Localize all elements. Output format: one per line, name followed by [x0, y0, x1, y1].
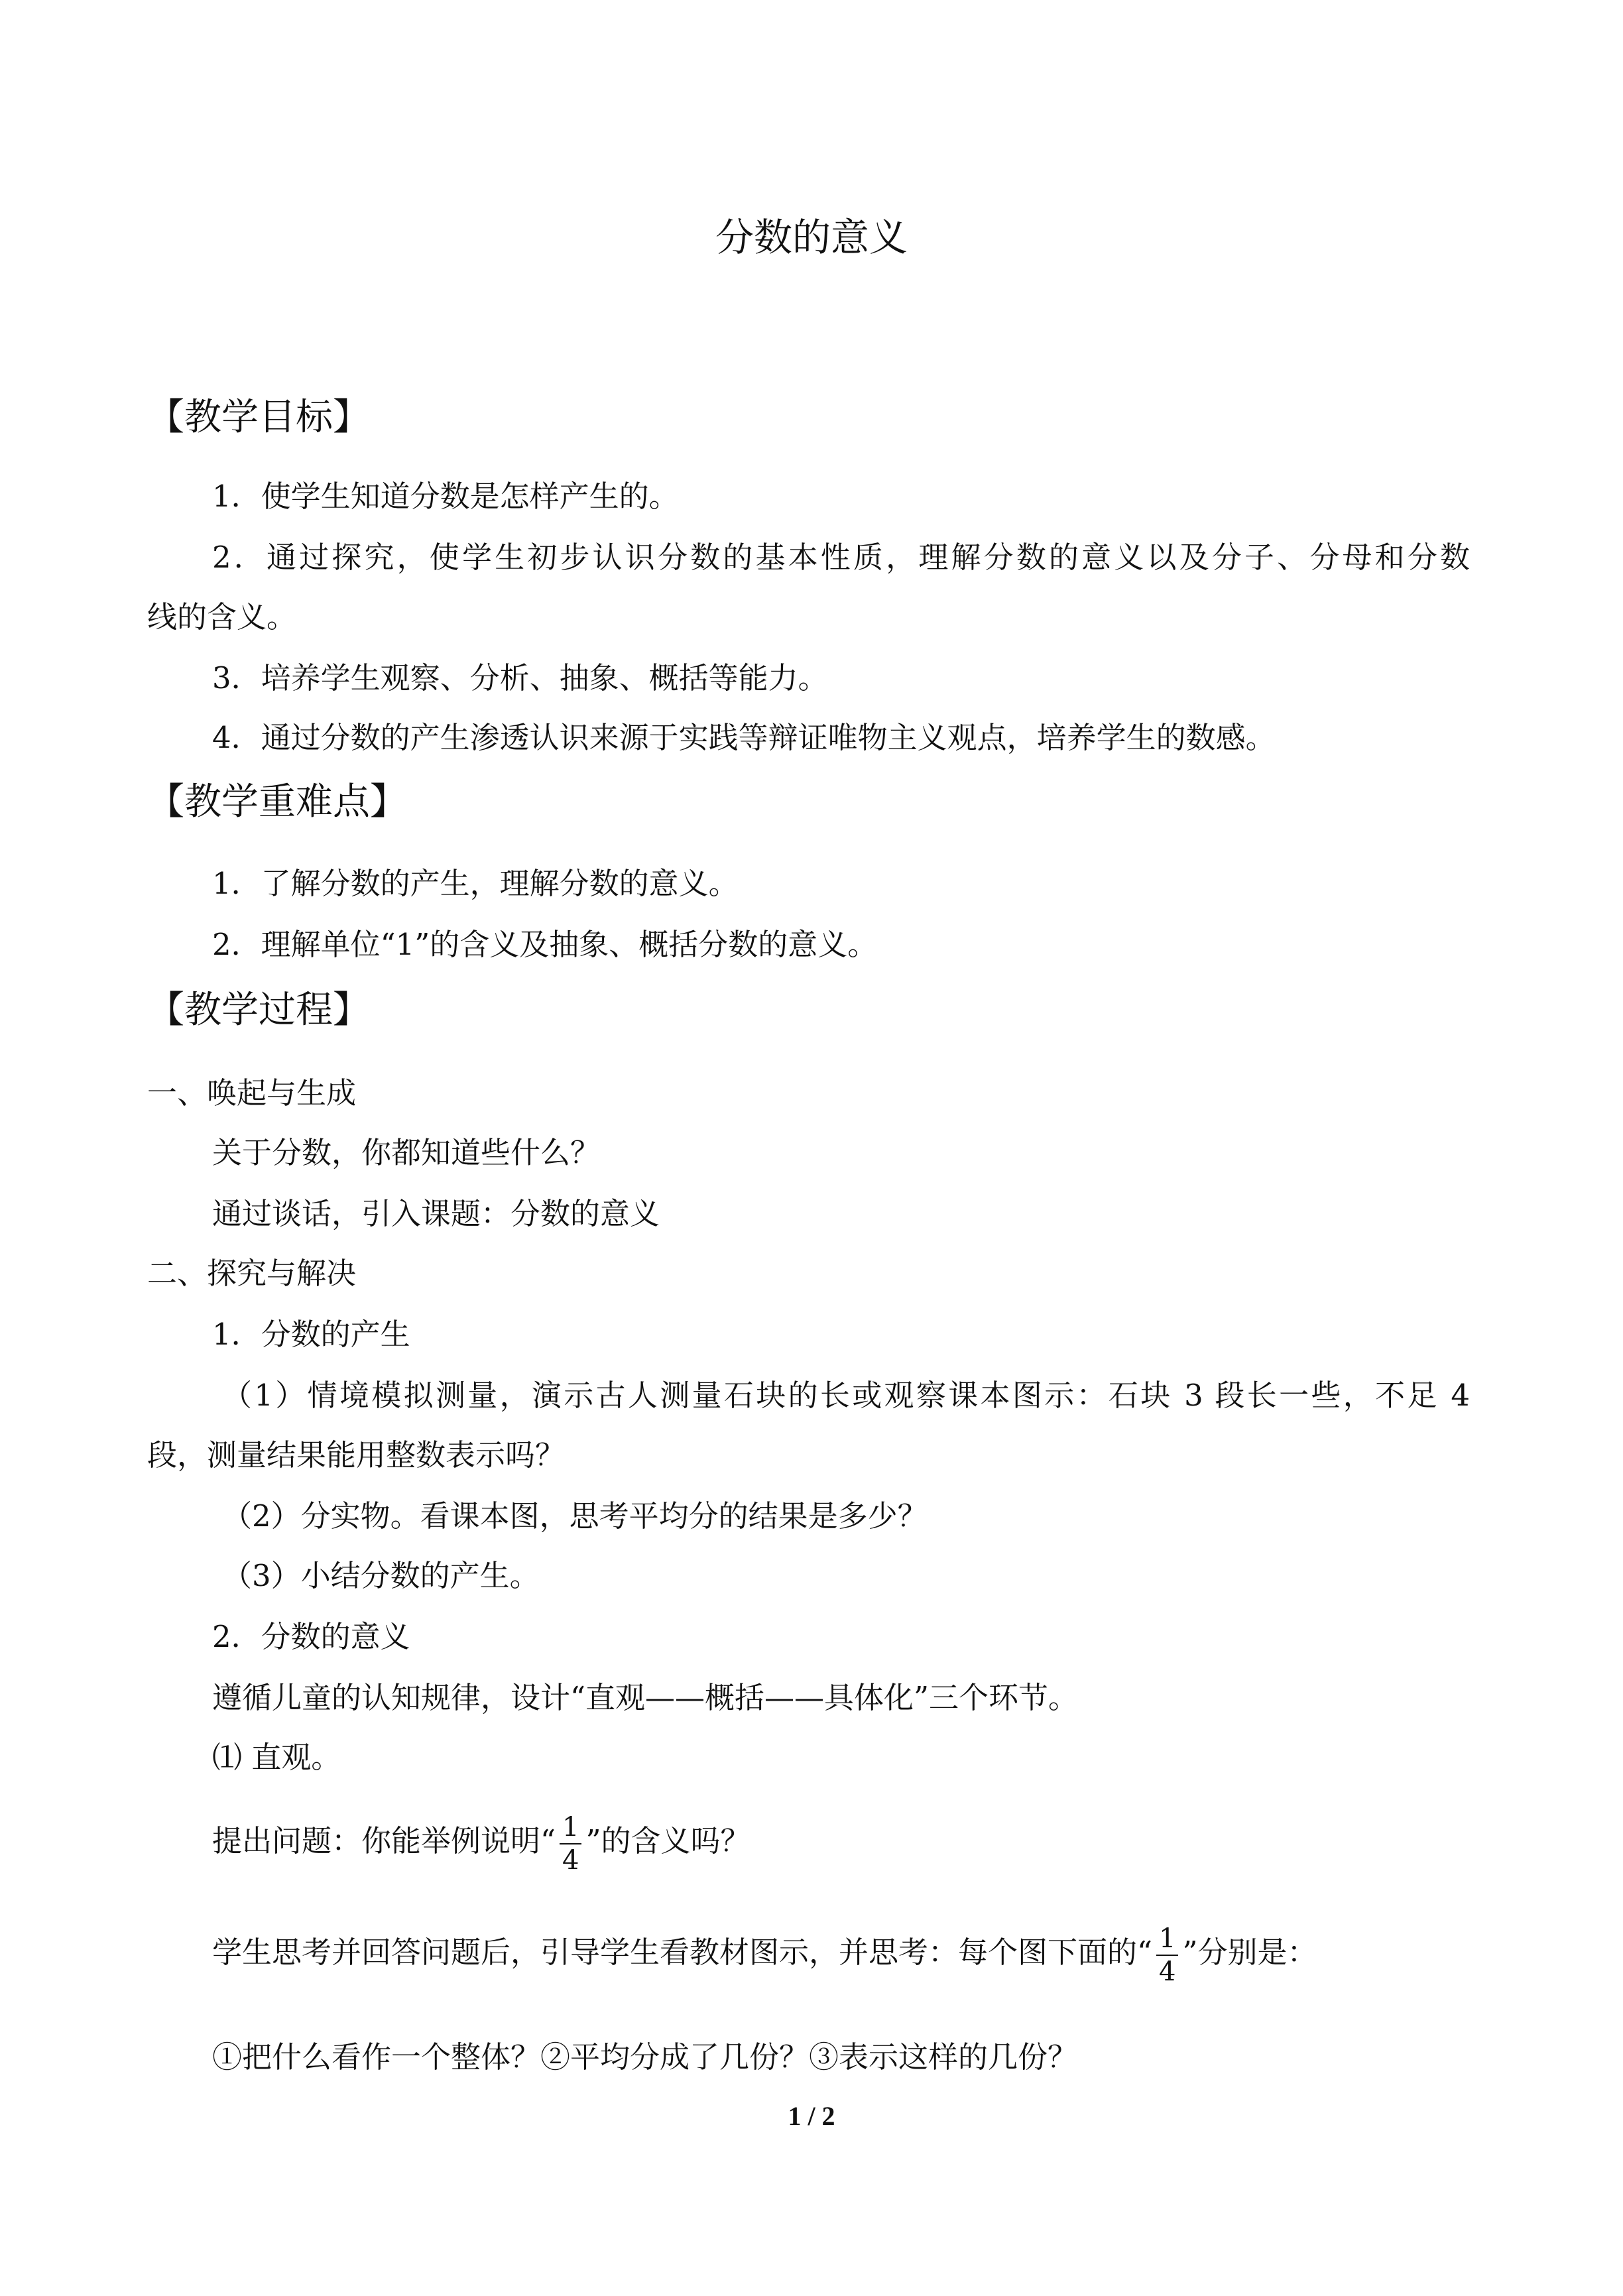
process-part1-title: 一、唤起与生成: [147, 1075, 357, 1111]
process-sub1-title: 1．分数的产生: [212, 1317, 410, 1352]
process-sub1-line-3: （3）小结分数的产生。: [222, 1558, 540, 1593]
fraction-denominator: 4: [1159, 1956, 1176, 1987]
process-part1-line-2: 通过谈话，引入课题：分数的意义: [212, 1196, 660, 1231]
section-heading-process: 【教学过程】: [147, 989, 370, 1032]
section-heading-goals: 【教学目标】: [147, 396, 370, 439]
process-final-line: ①把什么看作一个整体？②平均分成了几份？③表示这样的几份？: [212, 2039, 1078, 2075]
fraction-one-quarter: [1156, 1923, 1178, 1988]
question-suffix: ”的含义吗？: [585, 1823, 751, 1858]
process-sub2-line: 遵循儿童的认知规律，设计“直观——概括——具体化”三个环节。: [212, 1680, 1079, 1715]
section-heading-key-points: 【教学重难点】: [147, 780, 407, 823]
key-point-2: 2．理解单位“1”的含义及抽象、概括分数的意义。: [212, 927, 878, 962]
process-part1-line-1: 关于分数，你都知道些什么？: [212, 1135, 601, 1170]
guide-prefix: 学生思考并回答问题后，引导学生看教材图示，并思考：每个图下面的“: [212, 1935, 1153, 1970]
page-indicator: 1 / 2: [788, 2101, 835, 2131]
process-part2-title: 二、探究与解决: [147, 1256, 357, 1291]
goal-item-2: 2．通过探究，使学生初步认识分数的基本性质，理解分数的意义以及分子、分母和分数: [212, 540, 1470, 575]
question-prefix: 提出问题：你能举例说明“: [212, 1823, 556, 1858]
goal-item-4: 4．通过分数的产生渗透认识来源于实践等辩证唯物主义观点，培养学生的数感。: [212, 720, 1276, 755]
process-sub2-title: 2．分数的意义: [212, 1619, 410, 1654]
fraction-numerator: 1: [1156, 1923, 1178, 1956]
process-sub1-line-1-cont: 段，测量结果能用整数表示吗？: [147, 1437, 566, 1473]
key-point-1: 1．了解分数的产生，理解分数的意义。: [212, 866, 739, 901]
fraction-denominator: 4: [562, 1844, 579, 1876]
goal-item-2-cont: 线的含义。: [147, 599, 297, 634]
guide-suffix: ”分别是：: [1182, 1935, 1317, 1970]
process-intuitive: ⑴ 直观。: [212, 1740, 341, 1775]
goal-item-3: 3．培养学生观察、分析、抽象、概括等能力。: [212, 660, 828, 695]
process-sub1-line-2: （2）分实物。看课本图，思考平均分的结果是多少？: [222, 1498, 928, 1534]
fraction-numerator: 1: [560, 1811, 581, 1844]
process-sub1-line-1: （1）情境模拟测量，演示古人测量石块的长或观察课本图示：石块 3 段长一些，不足 4: [222, 1378, 1470, 1413]
page-title: 分数的意义: [715, 215, 908, 260]
process-question: [212, 1805, 750, 1878]
goal-item-1: 1．使学生知道分数是怎样产生的。: [212, 479, 679, 514]
process-guide: [212, 1916, 1317, 1989]
fraction-one-quarter: [560, 1811, 581, 1876]
